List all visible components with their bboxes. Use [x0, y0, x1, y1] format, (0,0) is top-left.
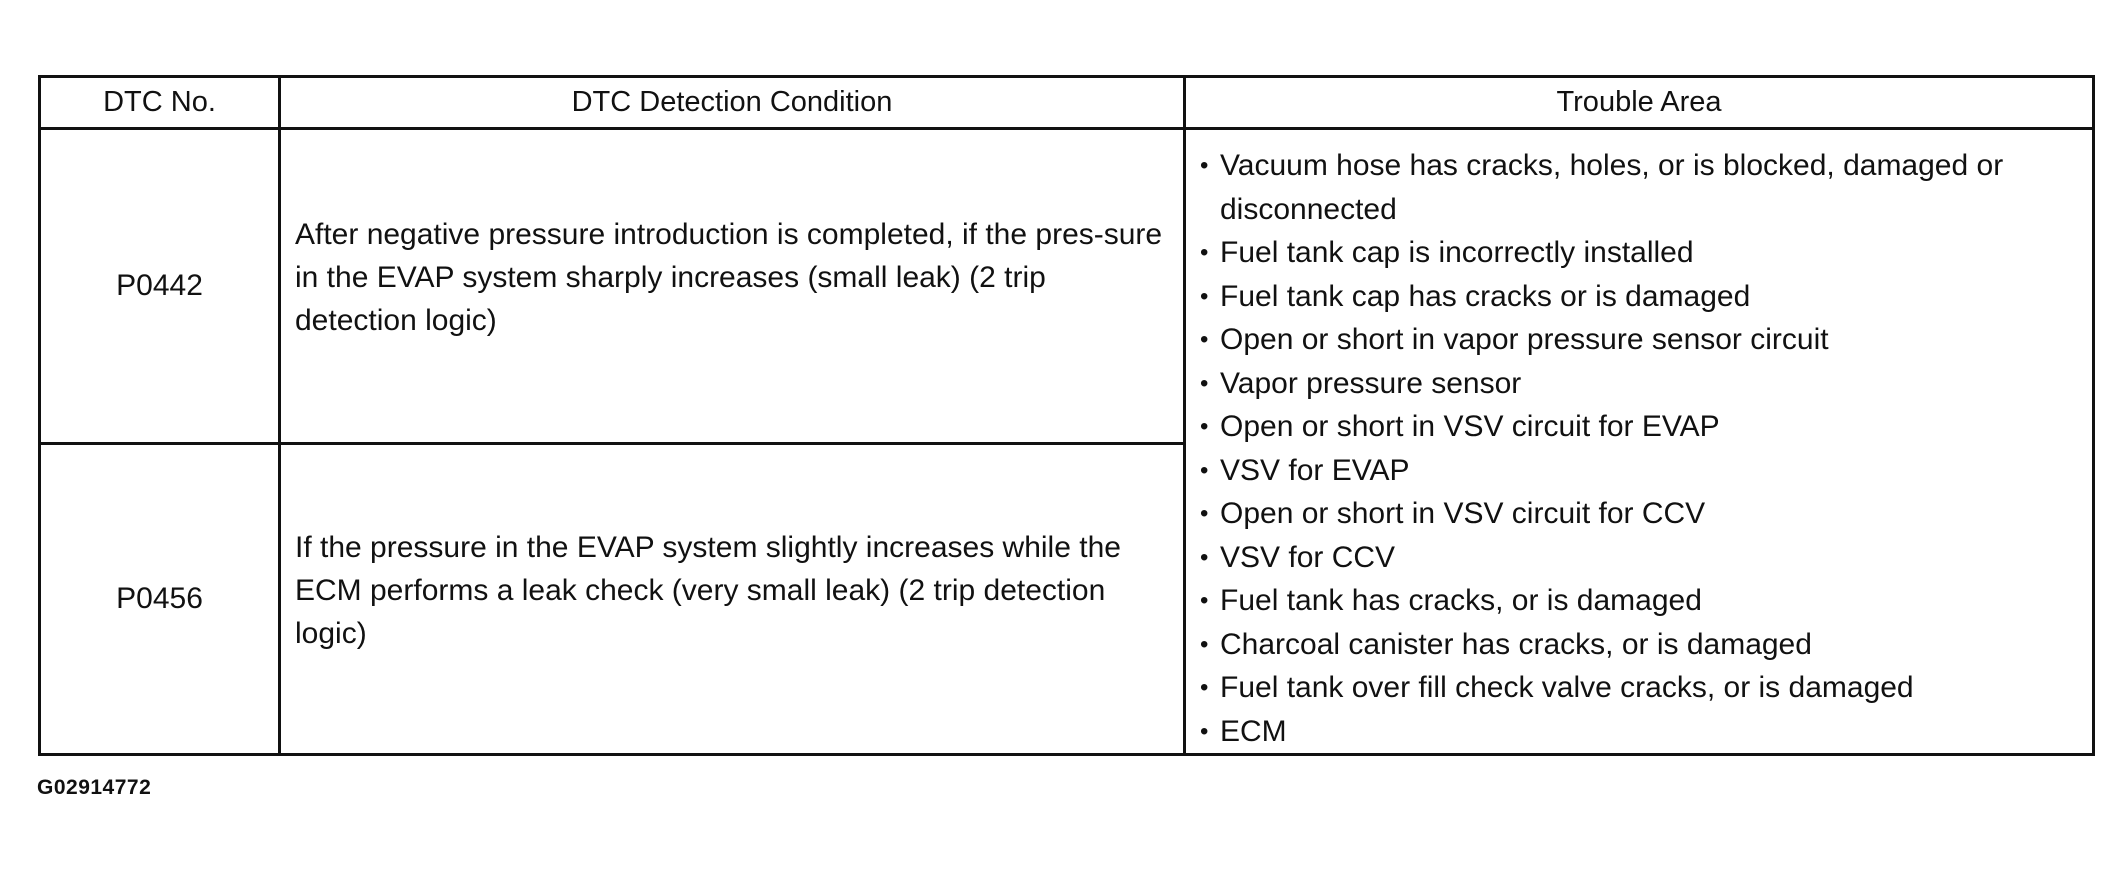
trouble-area-item	[1200, 449, 2082, 493]
trouble-area-item	[1200, 231, 2082, 275]
bullet-icon: •	[1200, 282, 1209, 310]
trouble-area-item-text: VSV for EVAP	[1220, 453, 1410, 487]
dtc-code-cell: P0442	[40, 129, 280, 444]
detection-condition-cell	[280, 443, 1185, 755]
trouble-area-item	[1200, 579, 2082, 623]
bullet-icon: •	[1200, 413, 1209, 440]
header-trouble-area: Trouble Area	[1185, 77, 2094, 129]
header-dtc-no: DTC No.	[40, 77, 280, 129]
bullet-icon: •	[1200, 717, 1209, 745]
trouble-area-item-text: Open or short in VSV circuit for EVAP	[1220, 410, 1720, 443]
bullet-icon: •	[1200, 456, 1209, 484]
trouble-area-item-text: Vacuum hose has cracks, holes, or is blocked, damaged or disconnected	[1220, 149, 2004, 226]
detection-condition-text: After negative pressure introduction is completed, if the pres-sure in the EVAP system sharply increases (small leak) (2 trip detection logic)	[295, 218, 1163, 338]
header-detection-condition: DTC Detection Condition	[280, 77, 1185, 129]
detection-condition-text: If the pressure in the EVAP system slightly increases while the ECM performs a leak check (very small leak) (2 trip detection logic)	[295, 531, 1121, 651]
trouble-area-item	[1200, 536, 2082, 580]
trouble-area-item-text: Vapor pressure sensor	[1220, 366, 1522, 400]
bullet-icon: •	[1200, 152, 1209, 179]
trouble-area-item	[1200, 144, 2082, 231]
table-header-row	[40, 77, 2094, 129]
trouble-area-item	[1200, 492, 2082, 536]
bullet-icon: •	[1200, 500, 1209, 527]
bullet-icon: •	[1200, 239, 1209, 266]
dtc-table	[38, 75, 2095, 756]
trouble-area-item-text: Charcoal canister has cracks, or is damaged	[1220, 627, 1812, 661]
trouble-area-item-text: Fuel tank has cracks, or is damaged	[1220, 584, 1702, 617]
bullet-icon: •	[1200, 369, 1209, 397]
trouble-area-item-text: VSV for CCV	[1220, 540, 1396, 574]
trouble-area-item	[1200, 362, 2082, 406]
bullet-icon: •	[1200, 630, 1209, 658]
trouble-area-item-text: ECM	[1220, 714, 1287, 748]
trouble-area-item	[1200, 405, 2082, 449]
detection-condition-cell	[280, 129, 1185, 444]
trouble-area-item-text: Open or short in vapor pressure sensor circuit	[1220, 323, 1829, 356]
trouble-area-item-text: Open or short in VSV circuit for CCV	[1220, 497, 1706, 530]
trouble-area-item	[1200, 666, 2082, 710]
dtc-code-cell: P0456	[40, 443, 280, 755]
bullet-icon: •	[1200, 674, 1209, 701]
trouble-area-item-text: Fuel tank cap is incorrectly installed	[1220, 236, 1694, 269]
trouble-area-item-text: Fuel tank cap has cracks or is damaged	[1220, 279, 1751, 313]
trouble-area-list	[1200, 144, 2082, 753]
bullet-icon: •	[1200, 543, 1209, 571]
bullet-icon: •	[1200, 326, 1209, 353]
table-row	[40, 129, 2094, 444]
trouble-area-item	[1200, 710, 2082, 754]
trouble-area-item	[1200, 623, 2082, 667]
bullet-icon: •	[1200, 587, 1209, 614]
trouble-area-item	[1200, 275, 2082, 319]
trouble-area-cell	[1185, 129, 2094, 755]
figure-id-label: G02914772	[37, 776, 152, 799]
trouble-area-item-text: Fuel tank over fill check valve cracks, or is damaged	[1220, 671, 1914, 704]
trouble-area-item	[1200, 318, 2082, 362]
